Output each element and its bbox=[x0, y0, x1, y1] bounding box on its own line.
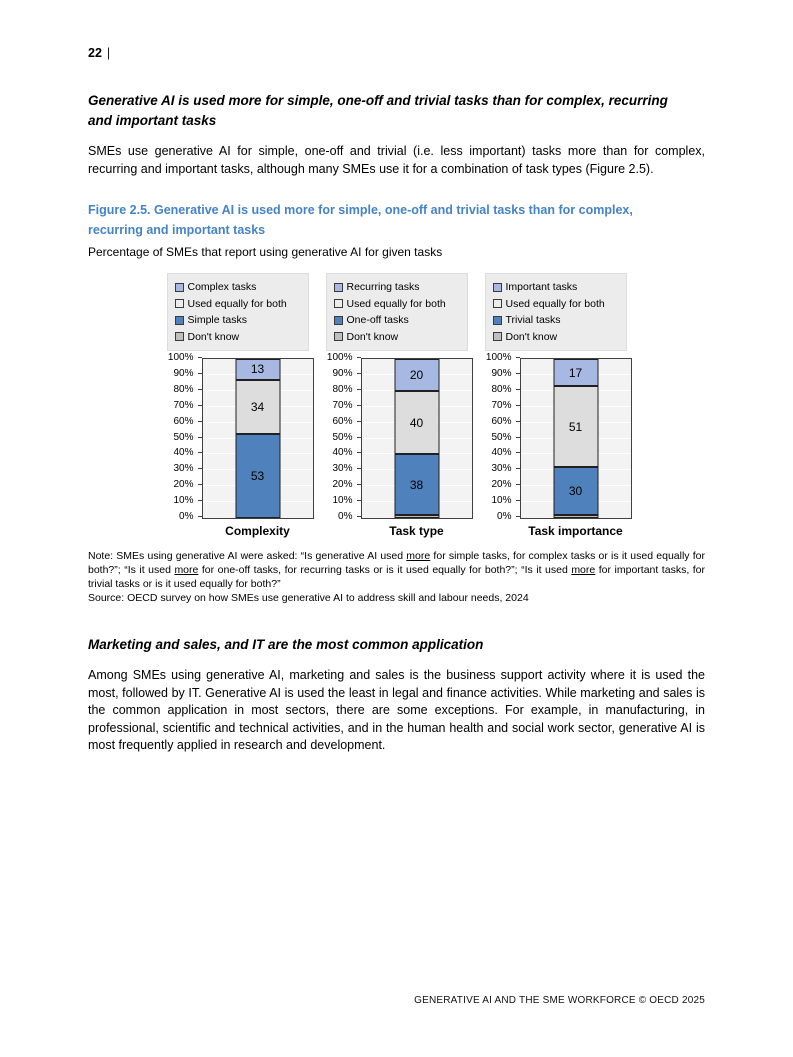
legend-label: Don't know bbox=[505, 330, 558, 343]
x-axis-label: Task type bbox=[389, 524, 444, 538]
bar-value-label: 30 bbox=[568, 483, 583, 498]
page-header bbox=[88, 46, 705, 61]
legend-item bbox=[175, 279, 308, 296]
legend-item bbox=[334, 279, 467, 296]
y-axis-tick-label: 80% bbox=[332, 383, 353, 395]
y-axis-tick-label: 0% bbox=[338, 511, 353, 522]
legend-label: Trivial tasks bbox=[505, 314, 561, 327]
y-axis-tick-label: 20% bbox=[491, 479, 512, 491]
page-number-separator: | bbox=[106, 46, 111, 60]
y-axis-tick-label: 50% bbox=[332, 431, 353, 443]
chart-task-type bbox=[321, 273, 473, 538]
section-heading-task-simplicity: Generative AI is used more for simple, one-off and trivial tasks than for complex, recurring and important tasks bbox=[88, 93, 668, 128]
x-axis-label: Complexity bbox=[225, 524, 290, 538]
y-axis-tick-label: 60% bbox=[491, 415, 512, 427]
y-axis-tick-label: 50% bbox=[491, 431, 512, 443]
y-axis-tick-label: 0% bbox=[179, 511, 194, 522]
bar-segment bbox=[394, 515, 439, 518]
figure-subtitle: Percentage of SMEs that report using generative AI for given tasks bbox=[88, 245, 443, 259]
y-axis-tick-label: 30% bbox=[491, 463, 512, 475]
y-axis-tick-label: 90% bbox=[332, 367, 353, 379]
y-axis-tick-label: 100% bbox=[485, 352, 512, 363]
chart-complexity bbox=[162, 273, 314, 538]
legend-swatch-icon bbox=[334, 283, 343, 292]
plot-row bbox=[162, 352, 314, 522]
legend-label: Don't know bbox=[187, 330, 240, 343]
note-underlined-word: more bbox=[174, 564, 199, 576]
figure-charts-row bbox=[88, 273, 705, 538]
bar-segment bbox=[394, 391, 439, 455]
x-axis-label: Task importance bbox=[528, 524, 623, 538]
legend-label: Used equally for both bbox=[346, 297, 446, 310]
page-number: 22 bbox=[88, 46, 102, 60]
legend-label: Recurring tasks bbox=[346, 281, 420, 294]
y-axis-tick-label: 10% bbox=[332, 495, 353, 507]
y-axis-tick-label: 70% bbox=[332, 399, 353, 411]
legend-label: Important tasks bbox=[505, 281, 578, 294]
legend-item bbox=[493, 296, 626, 313]
note-text-segment: Note: SMEs using generative AI were asked: “Is generative AI used bbox=[88, 550, 407, 562]
legend-item bbox=[493, 329, 626, 346]
bar-segment bbox=[235, 434, 280, 518]
y-axis-tick-label: 60% bbox=[332, 415, 353, 427]
bar-value-label: 40 bbox=[409, 415, 424, 430]
y-axis-tick-label: 30% bbox=[332, 463, 353, 475]
y-axis-tick-label: 20% bbox=[332, 479, 353, 491]
figure-source: Source: OECD survey on how SMEs use generative AI to address skill and labour needs, 2024 bbox=[88, 592, 529, 604]
legend-swatch-icon bbox=[493, 283, 502, 292]
y-axis bbox=[162, 352, 202, 522]
bar-value-label: 34 bbox=[250, 399, 265, 414]
legend-item bbox=[493, 279, 626, 296]
legend-item bbox=[175, 329, 308, 346]
y-axis-tick-label: 50% bbox=[173, 431, 194, 443]
plot-area bbox=[202, 358, 314, 519]
legend-swatch-icon bbox=[493, 299, 502, 308]
legend-swatch-icon bbox=[175, 283, 184, 292]
legend-label: Don't know bbox=[346, 330, 399, 343]
y-axis-tick-label: 40% bbox=[332, 447, 353, 459]
stacked-bar bbox=[553, 359, 598, 518]
bar-value-label: 20 bbox=[409, 367, 424, 382]
note-text-segment: for important tasks, for trivial tasks or is it used equally for both?” bbox=[88, 564, 706, 590]
chart-legend bbox=[485, 273, 627, 351]
bar-value-label: 17 bbox=[568, 365, 583, 380]
y-axis-tick-label: 30% bbox=[173, 463, 194, 475]
y-axis bbox=[480, 352, 520, 522]
bar-segment bbox=[394, 359, 439, 391]
legend-swatch-icon bbox=[175, 316, 184, 325]
legend-swatch-icon bbox=[334, 316, 343, 325]
chart-task-importance bbox=[480, 273, 632, 538]
paragraph-applications: Among SMEs using generative AI, marketing and sales is the business support activity where it is used the most, followed by IT. Generative AI is used the least in legal and finance activities. While marketing and sales is the common application in most sectors, there are some exceptions. For example, in manufacturing, in professional, scientific and technical activities, and in the human health and social work sector, generative AI is most frequently applied in research and development. bbox=[88, 668, 705, 752]
chart-legend bbox=[326, 273, 468, 351]
legend-item bbox=[175, 312, 308, 329]
legend-label: Complex tasks bbox=[187, 281, 257, 294]
legend-label: One-off tasks bbox=[346, 314, 409, 327]
y-axis-tick-label: 70% bbox=[491, 399, 512, 411]
legend-swatch-icon bbox=[334, 332, 343, 341]
legend-label: Used equally for both bbox=[187, 297, 287, 310]
y-axis-tick-label: 100% bbox=[167, 352, 194, 363]
legend-item bbox=[334, 329, 467, 346]
note-underlined-word: more bbox=[571, 564, 596, 576]
y-axis-tick-label: 20% bbox=[173, 479, 194, 491]
legend-swatch-icon bbox=[493, 316, 502, 325]
bar-segment bbox=[553, 515, 598, 518]
chart-legend bbox=[167, 273, 309, 351]
legend-item bbox=[493, 312, 626, 329]
y-axis-tick-label: 40% bbox=[491, 447, 512, 459]
stacked-bar bbox=[235, 359, 280, 518]
y-axis-tick-label: 70% bbox=[173, 399, 194, 411]
legend-item bbox=[334, 312, 467, 329]
figure-title: Figure 2.5. Generative AI is used more for simple, one-off and trivial tasks than for complex, recurring and important tasks bbox=[88, 203, 633, 237]
legend-label: Simple tasks bbox=[187, 314, 248, 327]
y-axis-tick-label: 100% bbox=[326, 352, 353, 363]
bar-value-label: 13 bbox=[250, 362, 265, 377]
bar-value-label: 38 bbox=[409, 477, 424, 492]
y-axis-tick-label: 90% bbox=[173, 367, 194, 379]
y-axis-tick-label: 40% bbox=[173, 447, 194, 459]
legend-item bbox=[175, 296, 308, 313]
y-axis bbox=[321, 352, 361, 522]
bar-value-label: 53 bbox=[250, 468, 265, 483]
bar-segment bbox=[553, 386, 598, 467]
stacked-bar bbox=[394, 359, 439, 518]
note-text-segment: for simple tasks, for complex tasks or is it used equally for both?”; “Is it used bbox=[88, 550, 705, 576]
legend-swatch-icon bbox=[493, 332, 502, 341]
plot-row bbox=[321, 352, 473, 522]
bar-value-label: 51 bbox=[568, 419, 583, 434]
figure-note bbox=[88, 549, 705, 591]
legend-label: Used equally for both bbox=[505, 297, 605, 310]
y-axis-tick-label: 90% bbox=[491, 367, 512, 379]
page-footer: GENERATIVE AI AND THE SME WORKFORCE © OECD 2025 bbox=[414, 995, 705, 1006]
bar-segment bbox=[394, 454, 439, 514]
y-axis-tick-label: 10% bbox=[173, 495, 194, 507]
bar-segment bbox=[553, 359, 598, 386]
plot-row bbox=[480, 352, 632, 522]
legend-swatch-icon bbox=[334, 299, 343, 308]
legend-swatch-icon bbox=[175, 332, 184, 341]
plot-area bbox=[520, 358, 632, 519]
y-axis-tick-label: 80% bbox=[491, 383, 512, 395]
y-axis-tick-label: 0% bbox=[497, 511, 512, 522]
bar-segment bbox=[235, 380, 280, 434]
legend-item bbox=[334, 296, 467, 313]
note-underlined-word: more bbox=[406, 550, 431, 562]
legend-swatch-icon bbox=[175, 299, 184, 308]
bar-segment bbox=[235, 359, 280, 380]
note-text-segment: for one-off tasks, for recurring tasks or is it used equally for both?”; “Is it used bbox=[198, 564, 572, 576]
y-axis-tick-label: 80% bbox=[173, 383, 194, 395]
bar-segment bbox=[553, 467, 598, 515]
y-axis-tick-label: 60% bbox=[173, 415, 194, 427]
plot-area bbox=[361, 358, 473, 519]
paragraph-task-usage: SMEs use generative AI for simple, one-off and trivial (i.e. less important) tasks more than for complex, recurring and important tasks, although many SMEs use it for a combination of task types (Figure 2.5). bbox=[88, 144, 705, 176]
y-axis-tick-label: 10% bbox=[491, 495, 512, 507]
section-heading-applications: Marketing and sales, and IT are the most common application bbox=[88, 637, 484, 652]
